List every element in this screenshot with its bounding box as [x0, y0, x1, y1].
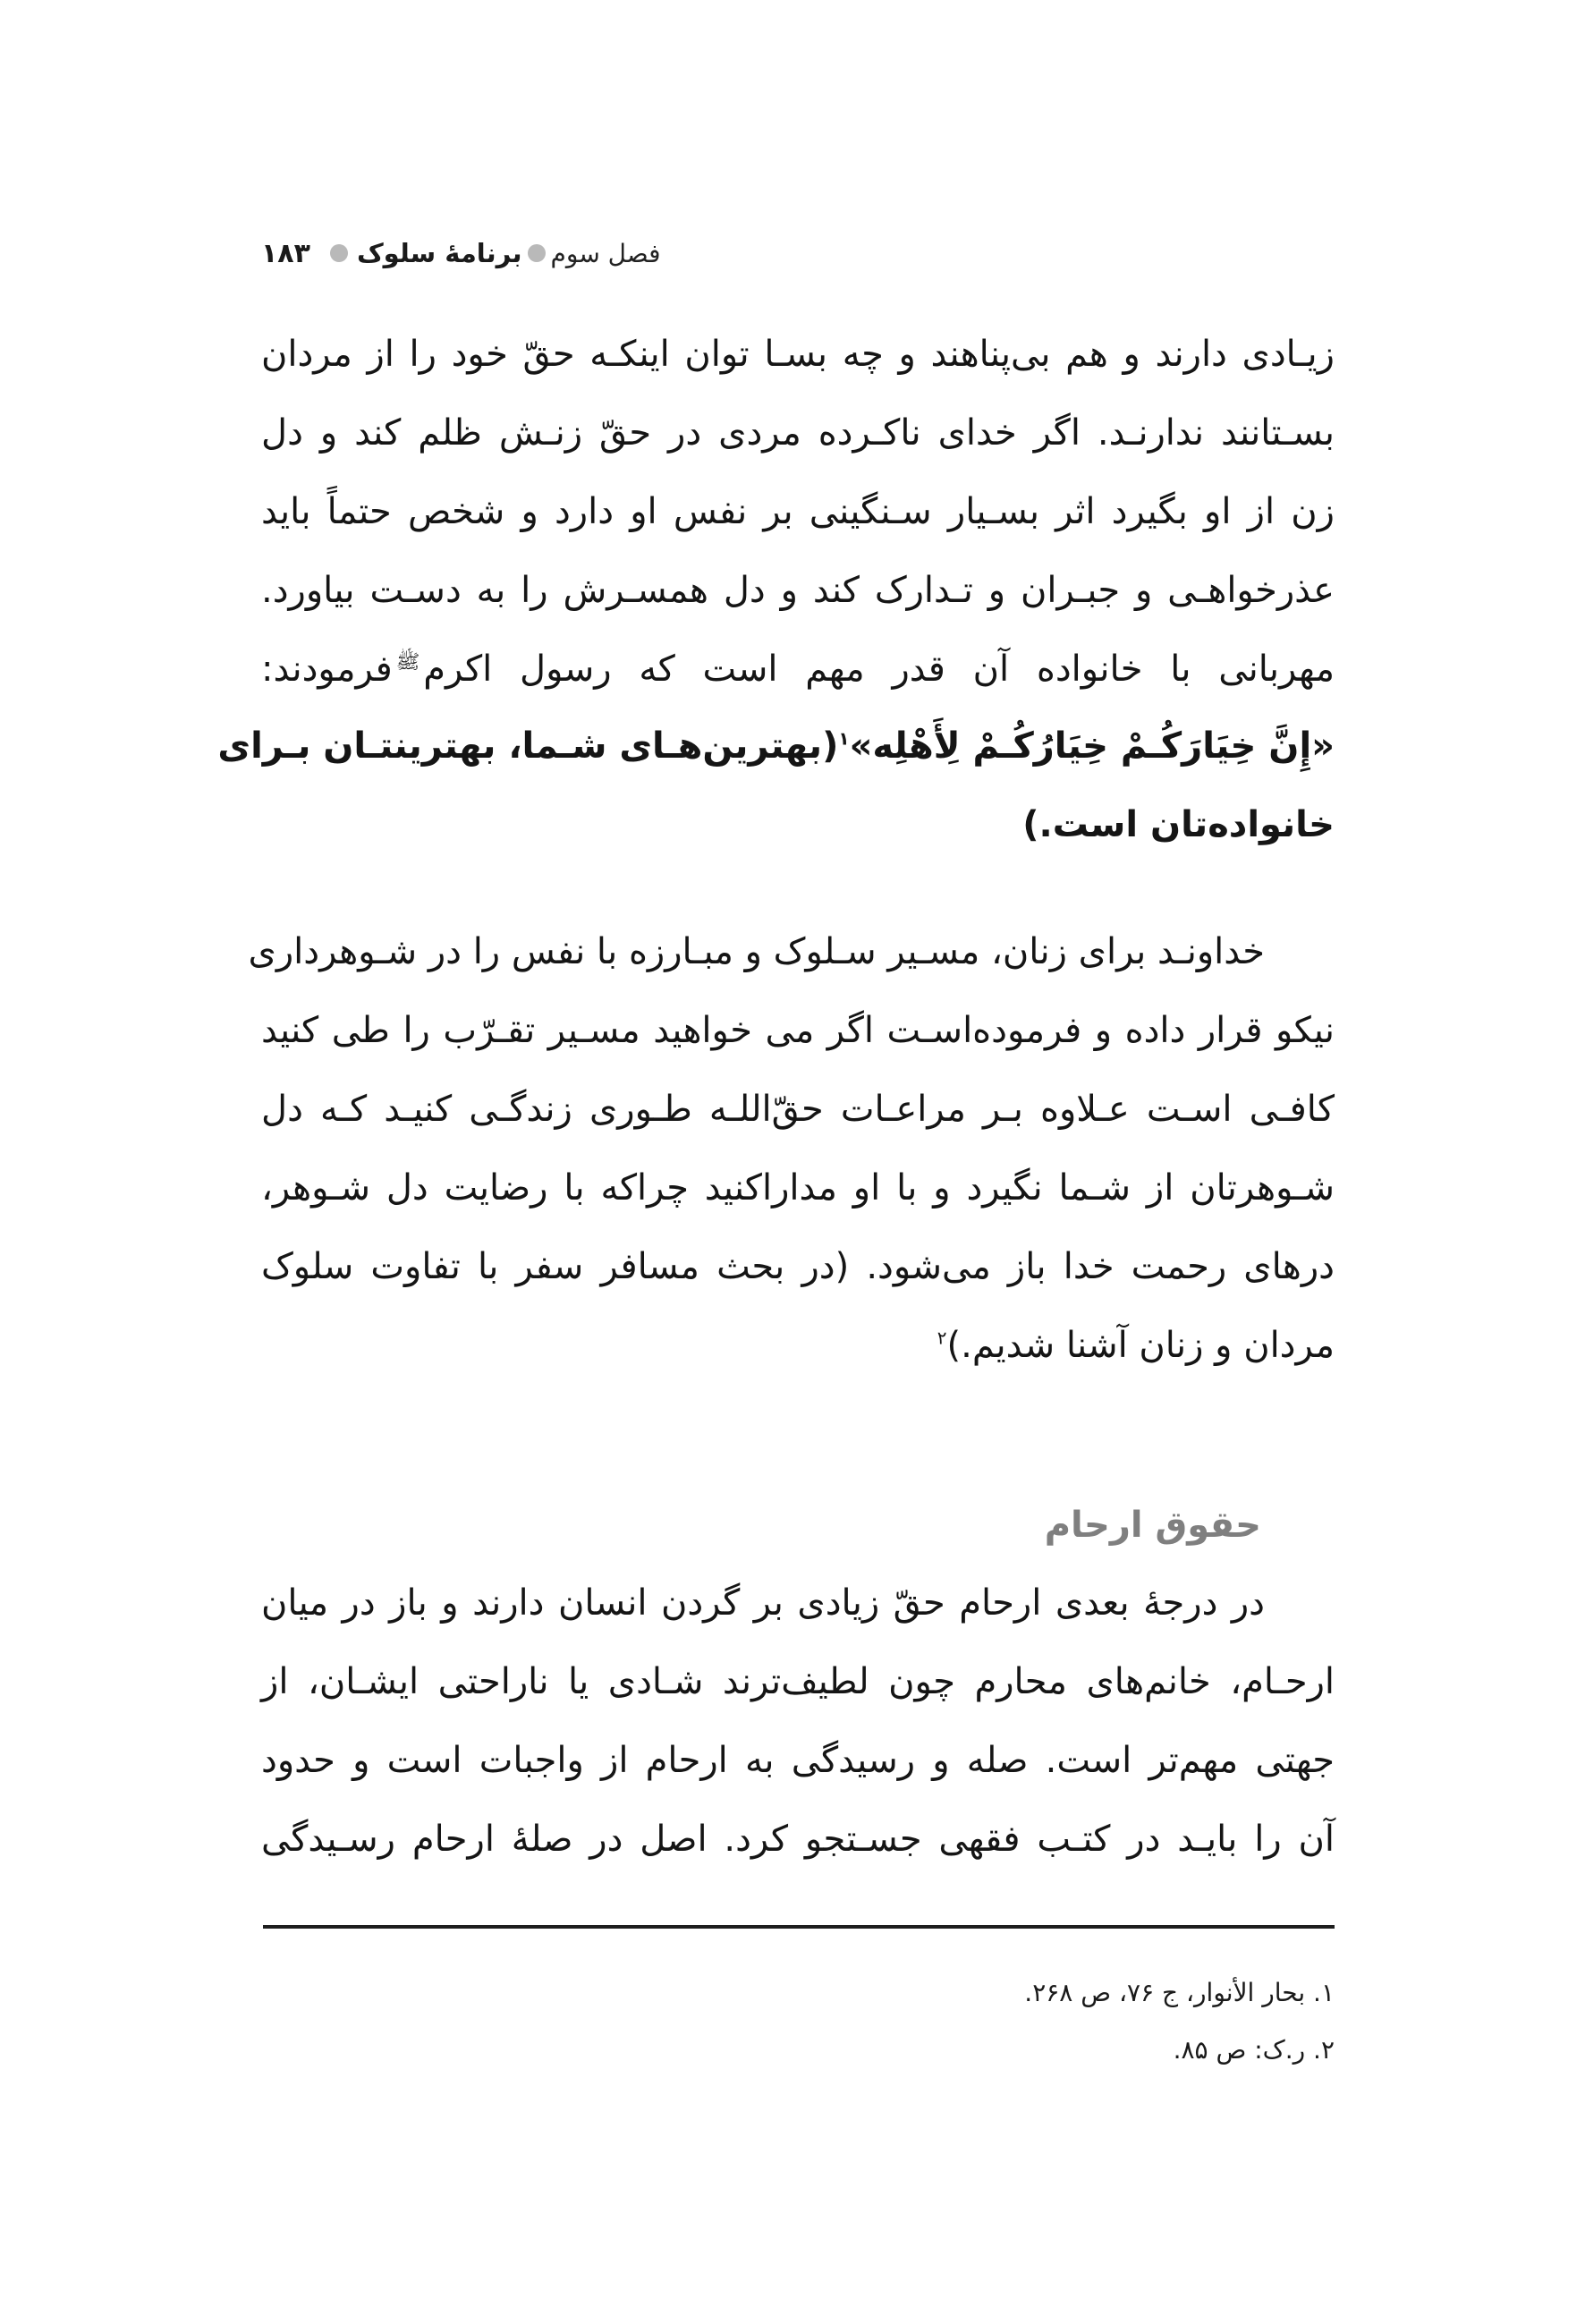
text-line: زیـادی دارند و هم بی‌پناهند و چه بسـا توان اینکـه حقّ خود را از مردان: [261, 334, 1335, 375]
page-number: ۱۸۳: [261, 237, 310, 269]
quote-line: خانواده‌تان است.): [1022, 804, 1335, 845]
text-line: جهتی مهم‌تر است. صله و رسیدگی به ارحام از واجبات است و حدود: [261, 1740, 1335, 1781]
quote-line: [217, 707, 1335, 785]
text-line: نیکو قرار داده و فرموده‌اسـت اگر می خواهید مسـیر تقـرّب را طی کنید: [261, 1010, 1335, 1051]
text-line: کافـی اسـت عـلاوه بـر مراعـات حقّ‌اللـه طـوری زندگـی کنیـد کـه دل: [261, 1089, 1335, 1130]
footnote-1: ۱. بحار الأنوار، ج ۷۶، ص ۲۶۸.: [1024, 1978, 1335, 2007]
footnote-ref[interactable]: ۲: [937, 1327, 947, 1349]
separator-dot-icon: [528, 244, 546, 262]
footnotes: [261, 1964, 1335, 2079]
text-line: عذرخواهـی و جبـران و تـدارک کند و دل همسـرش را به دسـت بیاورد.: [261, 570, 1335, 611]
separator-dot-icon: [330, 244, 348, 262]
text-line: آن را بایـد در کتـب فقهی جسـتجو کرد. اصل در صلهٔ ارحام رسـیدگی: [261, 1819, 1335, 1860]
text-line: [261, 1306, 1335, 1385]
text-line: شـوهرتان از شـما نگیرد و با او مداراکنید چراکه با رضایت دل شـوهر،: [261, 1167, 1335, 1209]
text-line: درهای رحمت خدا باز می‌شود. (در بحث مسافر سفر با تفاوت سلوک: [261, 1246, 1335, 1287]
paragraph-3: [261, 1564, 1335, 1879]
chapter-title: فصل سوم: [550, 238, 661, 268]
running-header: [261, 231, 661, 276]
footnote-ref[interactable]: ۱: [838, 727, 850, 750]
text-line: خداونـد برای زنان، مسـیر سـلوک و مبـارزه با نفس را در شـوهرداری: [248, 931, 1265, 972]
text-line: [261, 630, 1335, 708]
paragraph-1: [261, 315, 1335, 708]
arabic-hadith: «إِنَّ خِیَارَکُـمْ خِیَارُکُـمْ لِأَهْلِه»: [849, 725, 1335, 767]
text-line: بسـتانند ندارنـد. اگر خدای ناکـرده مردی در حقّ زنـش ظلم کند و دل: [261, 412, 1335, 454]
translation: (بهترین‌هـای شـما، بهترینتـان بـرای: [217, 725, 839, 767]
footnote-2: ۲. ر.ک: ص ۸۵.: [1173, 2035, 1335, 2065]
text-segment: مردان و زنان آشنا شدیم.): [946, 1325, 1335, 1366]
text-segment: مهربانی با خانواده آن قدر مهم است که رسول اکرم: [423, 649, 1335, 690]
hadith-quote: [217, 707, 1335, 864]
text-line: در درجهٔ بعدی ارحام حقّ زیادی بر گردن انسان دارند و باز در میان: [261, 1582, 1265, 1624]
book-title: برنامهٔ سلوک: [356, 238, 522, 268]
text-line: زن از او بگیرد اثر بسـیار سـنگینی بر نفس او دارد و شخص حتماً باید: [261, 491, 1335, 532]
text-segment: فرمودند:: [261, 649, 393, 690]
paragraph-2: [248, 912, 1335, 1385]
section-heading: حقوق ارحام: [1044, 1505, 1261, 1546]
text-line: ارحـام، خانم‌های محارم چون لطیف‌ترند شـادی یا ناراحتی ایشـان، از: [261, 1661, 1335, 1702]
footnote-divider: [263, 1925, 1335, 1929]
honorific-ligature-icon: ﷺ: [395, 651, 420, 674]
